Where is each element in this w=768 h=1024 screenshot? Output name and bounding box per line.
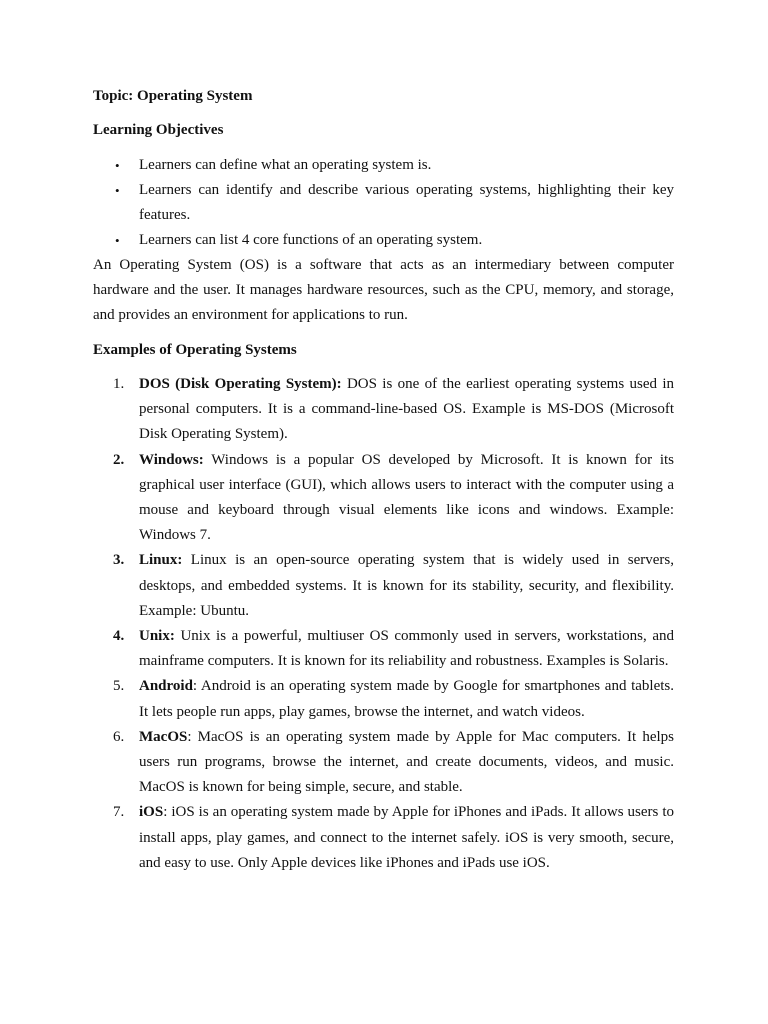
- objectives-list: [93, 153, 674, 253]
- item-number: 5.: [113, 678, 125, 695]
- objective-text: Learners can identify and describe various operating systems, highlighting their key features.: [139, 182, 674, 223]
- bullet-icon: •: [115, 233, 120, 248]
- examples-list: [93, 372, 674, 876]
- item-number: 1.: [113, 376, 125, 392]
- item-description: DOS is one of the earliest operating systems used in personal computers. It is a command-line-based OS. Example is MS-DOS (Microsoft Disk Operating System).: [139, 376, 674, 443]
- item-term: DOS (Disk Operating System):: [139, 376, 342, 392]
- item-term: Unix:: [139, 628, 175, 645]
- bullet-icon: •: [115, 183, 120, 198]
- examples-heading: Examples of Operating Systems: [93, 342, 297, 358]
- objective-item: [93, 228, 674, 253]
- bullet-icon: •: [115, 158, 120, 173]
- item-description: : Android is an operating system made by Google for smartphones and tablets. It lets people run apps, play games, browse the internet, and watch videos.: [139, 678, 674, 720]
- item-description: : MacOS is an operating system made by Apple for Mac computers. It helps users run programs, browse the internet, and create documents, videos, and music. MacOS is known for being simple, secure, and stable.: [139, 728, 674, 796]
- example-item-android: [93, 674, 674, 724]
- item-number: 4.: [113, 628, 125, 645]
- example-item-windows: [93, 448, 674, 549]
- topic-heading: Topic: Operating System: [93, 88, 253, 104]
- document-page: [93, 84, 674, 876]
- example-item-macos: [93, 725, 674, 801]
- item-number: 7.: [113, 804, 125, 821]
- objective-text: Learners can list 4 core functions of an operating system.: [139, 232, 483, 248]
- objective-item: [93, 178, 674, 228]
- item-term: Linux:: [139, 552, 183, 569]
- item-number: 6.: [113, 728, 125, 745]
- example-item-dos: [93, 372, 674, 448]
- item-term: Android: [139, 678, 193, 695]
- item-description: Linux is an open-source operating system that is widely used in servers, desktops, and embedded systems. It is known for its stability, security, and flexibility. Example: Ubuntu.: [139, 552, 674, 619]
- example-item-ios: [93, 800, 674, 876]
- example-item-linux: [93, 548, 674, 624]
- item-term: iOS: [139, 804, 164, 821]
- example-item-unix: [93, 624, 674, 674]
- item-number: 2.: [113, 451, 125, 468]
- item-term: Windows:: [139, 451, 204, 468]
- item-number: 3.: [113, 552, 125, 569]
- item-description: : iOS is an operating system made by Apple for iPhones and iPads. It allows users to install apps, play games, and connect to the internet safely. iOS is very smooth, secure, and easy to use. Only Apple devices like iPhones and iPads use iOS.: [139, 804, 674, 871]
- objective-text: Learners can define what an operating system is.: [139, 157, 432, 173]
- intro-paragraph: An Operating System (OS) is a software that acts as an intermediary between computer hardware and the user. It manages hardware resources, such as the CPU, memory, and storage, and provides an environment for applications to run.: [93, 257, 674, 323]
- objectives-heading: Learning Objectives: [93, 122, 224, 138]
- item-term: MacOS: [139, 728, 188, 745]
- objective-item: [93, 153, 674, 178]
- item-description: Windows is a popular OS developed by Microsoft. It is known for its graphical user interface (GUI), which allows users to interact with the computer using a mouse and keyboard through visual elements like icons and windows. Example: Windows 7.: [139, 451, 674, 544]
- item-description: Unix is a powerful, multiuser OS commonly used in servers, workstations, and mainframe computers. It is known for its reliability and robustness. Examples is Solaris.: [139, 628, 674, 670]
